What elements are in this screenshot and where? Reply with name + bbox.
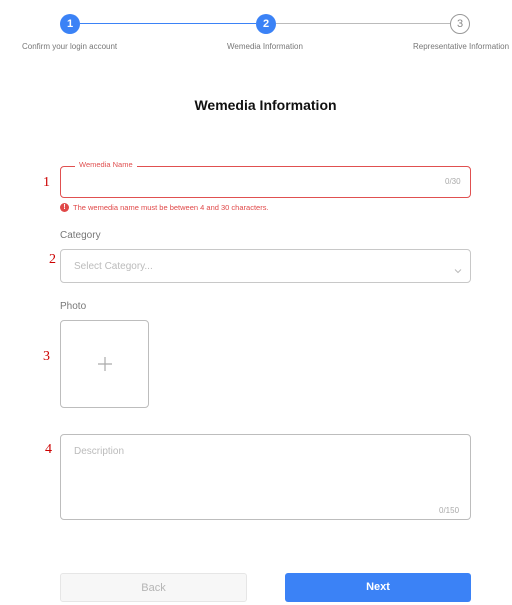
annotation-marker-2: 2 (49, 252, 56, 267)
step-3-circle[interactable]: 3 (450, 14, 470, 34)
step-connector-1-2 (80, 23, 256, 24)
chevron-down-icon (454, 262, 462, 270)
annotation-marker-1: 1 (43, 175, 50, 190)
photo-label: Photo (60, 301, 87, 312)
category-placeholder: Select Category... (74, 261, 153, 272)
step-connector-2-3 (276, 23, 450, 24)
description-textarea[interactable] (60, 434, 471, 520)
step-1-label: Confirm your login account (22, 42, 118, 51)
wemedia-name-label: Wemedia Name (75, 160, 137, 169)
step-1-circle[interactable]: 1 (60, 14, 80, 34)
back-button[interactable]: Back (60, 573, 247, 602)
wemedia-name-error-text: The wemedia name must be between 4 and 30 characters. (73, 203, 269, 212)
page-title: Wemedia Information (194, 97, 337, 113)
annotation-marker-3: 3 (43, 349, 50, 364)
annotation-marker-4: 4 (45, 442, 52, 457)
description-counter: 0/150 (439, 506, 460, 515)
plus-icon (97, 356, 113, 372)
step-3-label: Representative Information (413, 42, 510, 51)
category-label: Category (60, 230, 101, 241)
next-button[interactable]: Next (285, 573, 471, 602)
wemedia-name-counter: 0/30 (445, 177, 461, 186)
category-select[interactable] (60, 249, 471, 283)
description-placeholder: Description (74, 446, 125, 457)
error-icon: ! (60, 203, 69, 212)
photo-upload-button[interactable] (60, 320, 149, 408)
step-2-label: Wemedia Information (227, 42, 303, 51)
wemedia-name-input[interactable] (60, 166, 471, 198)
wemedia-name-error (60, 203, 269, 212)
step-2-circle[interactable]: 2 (256, 14, 276, 34)
